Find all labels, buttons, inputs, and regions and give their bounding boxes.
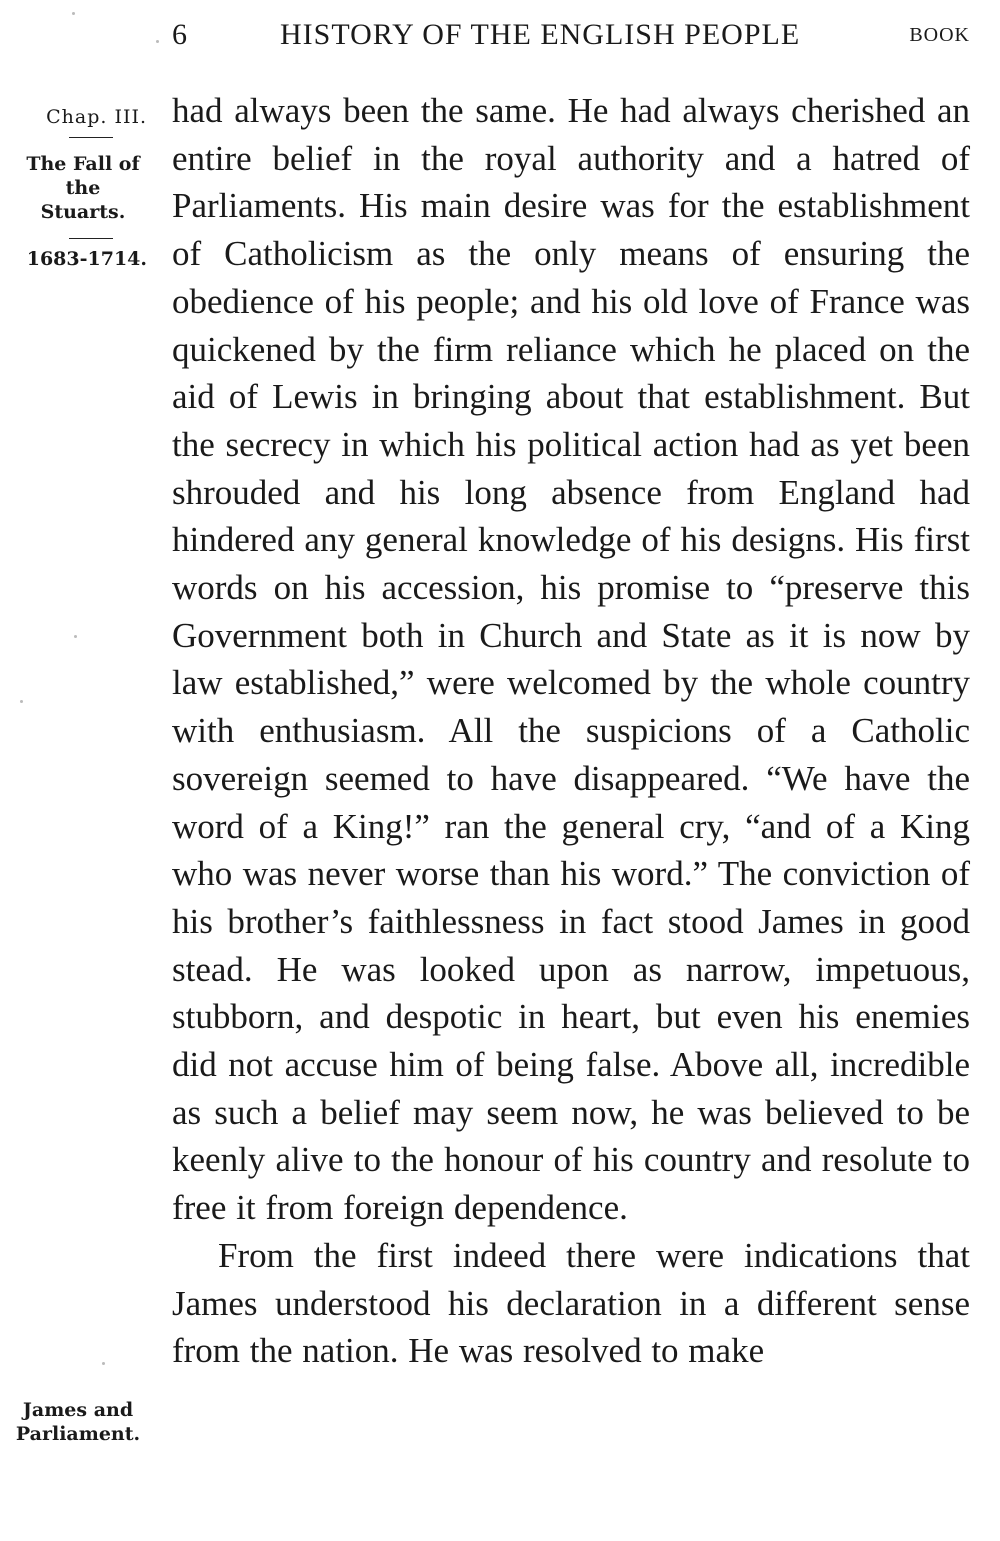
sidenote: James and Parliament. [15,1399,141,1445]
paragraph: From the first indeed there were indications that James understood his declaration in a different sense from the nation. He was resolved to make [172,1235,970,1371]
part-title: The Fall of the Stuarts. [26,153,140,223]
date-range: 1683-1714. [26,248,147,270]
page-number: 6 [172,18,188,51]
main-text [172,87,970,1375]
margin-notes [0,92,165,1512]
running-title: HISTORY OF THE ENGLISH PEOPLE [280,18,801,51]
margin-rule [69,137,113,138]
page-header [172,18,970,58]
chapter-label: Chap. III. [46,106,147,128]
book-label: BOOK [909,24,970,46]
paragraph: had always been the same. He had always cherished an entire belief in the royal authority and a hatred of Parliaments. His main desire was for the establishment of Catholicism as the only means of ensuring the obedience of his people; and his old love of France was quickened by the firm reliance which he placed on the aid of Lewis in bringing about that establishment. But the secrecy in which his political action had as yet been shrouded and his long absence from England had hindered any general knowledge of his designs. His first words on his accession, his promise to “preserve this Government both in Church and State as it is now by law established,” were welcomed by the whole country with enthusiasm. All the suspicions of a Catholic sovereign seemed to have disappeared. “We have the word of a King!” ran the general cry, “and of a King who was never worse than his word.” The conviction of his brother’s faithlessness in fact stood James in good stead. He was looked upon as narrow, impetuous, stubborn, and despotic in heart, but even his enemies did not accuse him of being false. Above all, incredible as such a belief may seem now, he was believed to be keenly alive to the honour of his country and resolute to free it from foreign dependence. [172,91,970,1228]
margin-rule [69,238,113,239]
